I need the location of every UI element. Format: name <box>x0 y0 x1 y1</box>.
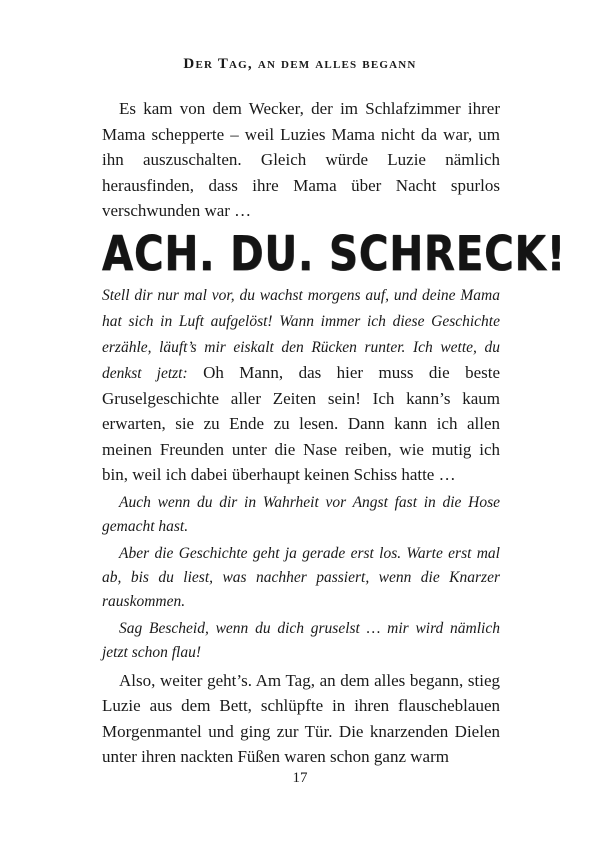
exclamation-headline: ACH. DU. SCHRECK! <box>102 225 566 282</box>
paragraph-2 <box>102 282 500 488</box>
page-number: 17 <box>292 770 308 786</box>
paragraph-4: Aber die Geschichte geht ja gerade erst los. Warte erst mal ab, bis du liest, was nachher passiert, wenn die Knarzer rauskommen. <box>102 544 500 610</box>
paragraph-2-italic: Stell dir nur mal vor, du wachst morgens auf, und deine Mama hat sich in Luft aufgelöst! Wann immer ich diese Geschichte erzähle, läuft’s mir eiskalt den Rücken runter. Ich wette, du denkst jetzt: <box>102 286 500 382</box>
paragraph-5: Sag Bescheid, wenn du dich gruselst … mir wird nämlich jetzt schon flau! <box>102 619 500 661</box>
paragraph-2-regular: Oh Mann, das hier muss die beste Gruselgeschichte aller Zeiten sein! Ich kann’s kaum erwarten, sie zu Ende zu lesen. Dann kann ich allen meinen Freunden unter die Nase reiben, wie mutig ich bin, weil ich dabei überhaupt keinen Schiss hatte … <box>102 362 501 484</box>
chapter-title: Der Tag, an dem alles begann <box>183 56 417 72</box>
page-body <box>102 96 566 770</box>
paragraph-6: Also, weiter geht’s. Am Tag, an dem alles begann, stieg Luzie aus dem Bett, schlüpfte in ihren flauscheblauen Morgenmantel und ging zur Tür. Die knarzenden Dielen unter ihren nackten Füßen waren schon ganz warm <box>102 670 500 766</box>
paragraph-3: Auch wenn du dir in Wahrheit vor Angst fast in die Hose gemacht hast. <box>102 493 500 535</box>
paragraph-1: Es kam von dem Wecker, der im Schlafzimmer ihrer Mama schepperte – weil Luzies Mama nicht da war, um ihn auszuschalten. Gleich würde Luzie nämlich herausfinden, dass ihre Mama über Nacht spurlos verschwunden war … <box>102 99 500 220</box>
